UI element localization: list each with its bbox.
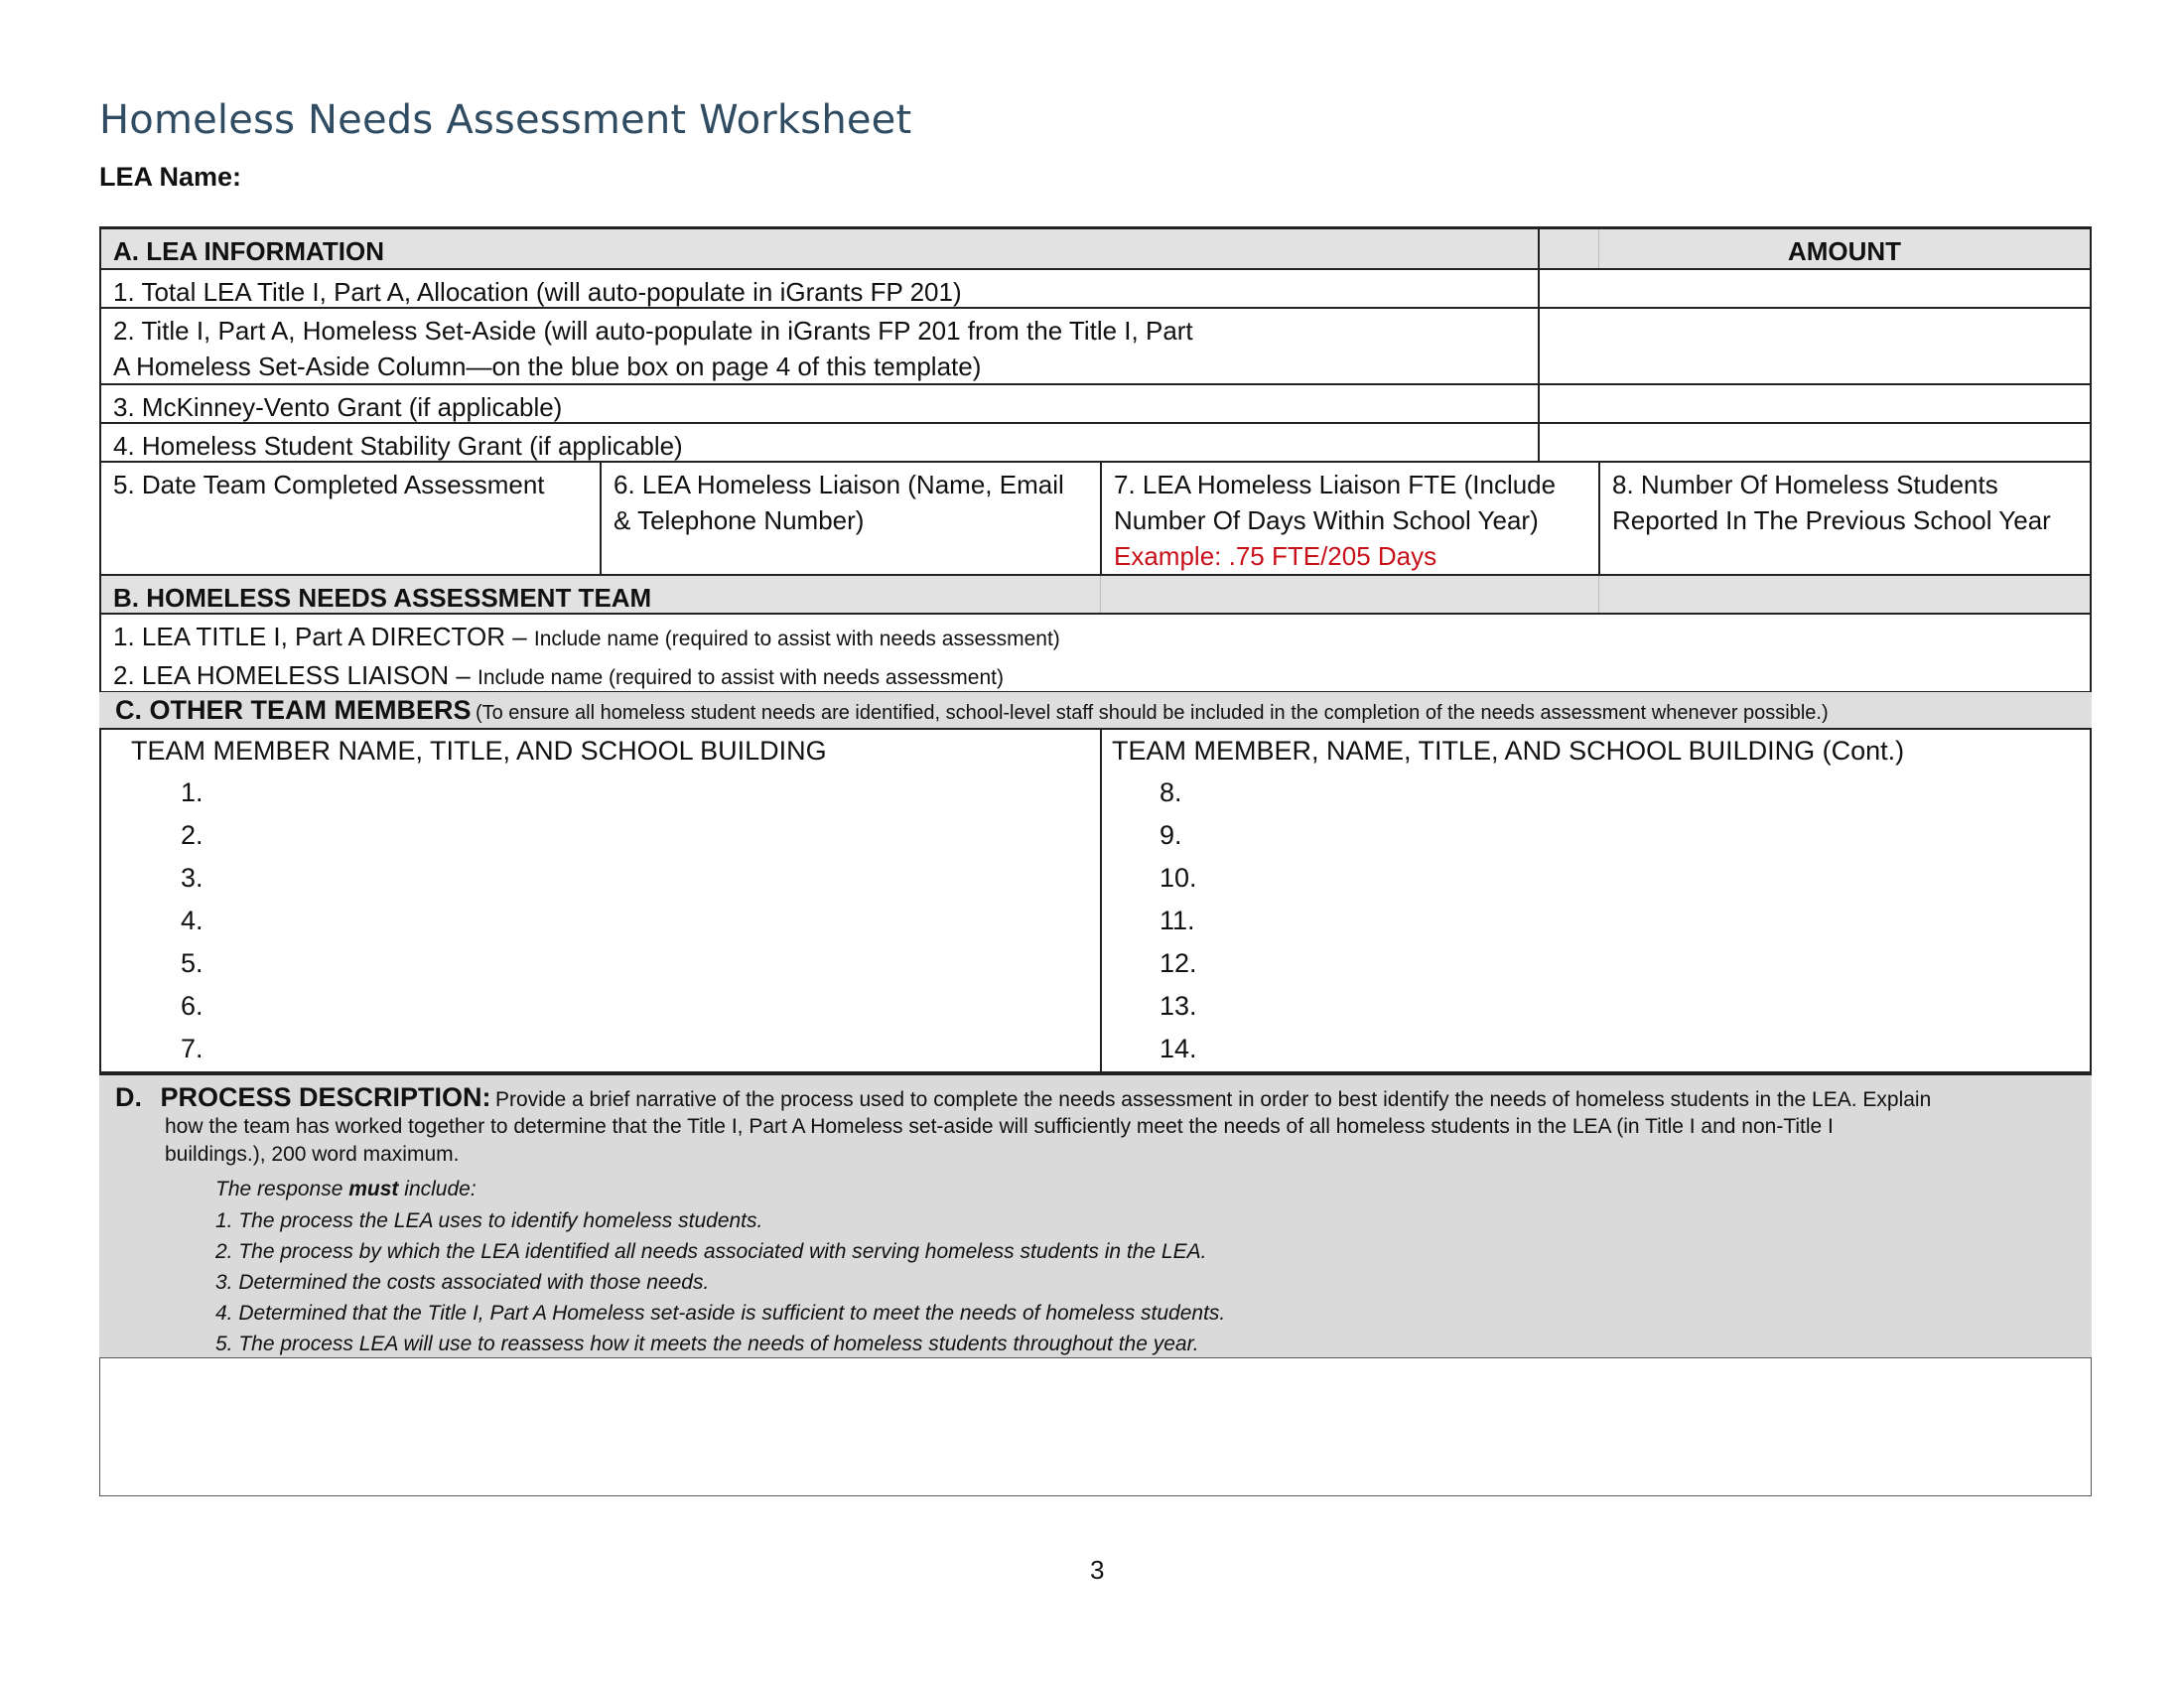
- list-item: 1. The process the LEA uses to identify homeless students.: [215, 1209, 763, 1232]
- team-left-header: TEAM MEMBER NAME, TITLE, AND SCHOOL BUILDING: [131, 736, 827, 766]
- homeless-set-aside-label: 2. Title I, Part A, Homeless Set-Aside (will auto-populate in iGrants FP 201 from the Title I, Part A Homeless Set-Aside Column—on the blue box on page 4 of this template): [113, 316, 1193, 381]
- team-member-12[interactable]: 12.: [1160, 948, 1197, 978]
- team-member-2[interactable]: 2.: [181, 820, 204, 850]
- list-item: 3. Determined the costs associated with those needs.: [215, 1271, 710, 1294]
- liaison-fte-cell[interactable]: [1102, 463, 1593, 574]
- mckinney-vento-amount[interactable]: [1540, 385, 2090, 422]
- team-member-13[interactable]: 13.: [1160, 991, 1197, 1021]
- page-title: Homeless Needs Assessment Worksheet: [99, 97, 912, 143]
- team-member-4[interactable]: 4.: [181, 906, 204, 935]
- section-d-intro-line1: Provide a brief narrative of the process used to complete the needs assessment in order to best identify the needs of homeless students in the LEA. Explain: [494, 1088, 1932, 1111]
- section-d-heading: PROCESS DESCRIPTION:: [160, 1082, 491, 1112]
- lea-name-label: LEA Name:: [99, 162, 242, 192]
- total-allocation-amount[interactable]: [1540, 270, 2090, 307]
- process-description-response[interactable]: [99, 1357, 2092, 1496]
- team-members-table: [99, 728, 2092, 1073]
- table-row: [101, 270, 2090, 309]
- section-b-header-row: [101, 576, 2090, 615]
- list-item: 4. Determined that the Title I, Part A Homeless set-aside is sufficient to meet the needs of homeless students.: [215, 1302, 1226, 1325]
- section-c-header: [99, 692, 2092, 728]
- stability-grant-amount[interactable]: [1540, 424, 2090, 461]
- team-member-7[interactable]: 7.: [181, 1034, 204, 1063]
- team-member-8[interactable]: 8.: [1160, 777, 1182, 807]
- team-member-3[interactable]: 3.: [181, 863, 204, 893]
- list-item: 5. The process LEA will use to reassess how it meets the needs of homeless students throughout the year.: [215, 1333, 1199, 1355]
- liaison-fte-label: 7. LEA Homeless Liaison FTE (Include Number Of Days Within School Year): [1114, 470, 1557, 535]
- section-d-letter: D.: [115, 1082, 142, 1112]
- liaison-note: Include name (required to assist with needs assessment): [478, 666, 1004, 689]
- must-include-line: [215, 1175, 477, 1204]
- must-suffix: include:: [398, 1178, 477, 1200]
- team-member-11[interactable]: 11.: [1160, 906, 1195, 935]
- section-a-heading: A. LEA INFORMATION: [113, 236, 384, 266]
- team-member-5[interactable]: 5.: [181, 948, 204, 978]
- must-word: must: [348, 1178, 399, 1200]
- table-row: [101, 309, 2090, 385]
- homeless-set-aside-amount[interactable]: [1540, 309, 2090, 383]
- stability-grant-label: 4. Homeless Student Stability Grant (if applicable): [113, 431, 683, 461]
- amount-heading: AMOUNT: [1787, 236, 1902, 266]
- section-c-note: (To ensure all homeless student needs are identified, school-level staff should be included in the completion of the needs assessment whenever possible.): [475, 702, 1829, 724]
- team-member-1[interactable]: 1.: [181, 777, 204, 807]
- team-right-header: TEAM MEMBER, NAME, TITLE, AND SCHOOL BUILDING (Cont.): [1112, 736, 1905, 766]
- mckinney-vento-label: 3. McKinney-Vento Grant (if applicable): [113, 392, 563, 422]
- team-member-9[interactable]: 9.: [1160, 820, 1182, 850]
- liaison-row[interactable]: [101, 653, 2090, 692]
- team-member-10[interactable]: 10.: [1160, 863, 1197, 893]
- table-row: [101, 424, 2090, 463]
- lea-information-table: [99, 226, 2092, 693]
- table-row: [101, 463, 2090, 576]
- total-allocation-label: 1. Total LEA Title I, Part A, Allocation (will auto-populate in iGrants FP 201): [113, 277, 962, 307]
- team-member-14[interactable]: 14.: [1160, 1034, 1197, 1063]
- page-number: 3: [1090, 1555, 1105, 1585]
- process-description-section: [99, 1073, 2092, 1357]
- director-row[interactable]: [101, 615, 2090, 653]
- table-row: [101, 385, 2090, 424]
- section-a-header-row: [101, 229, 2090, 270]
- homeless-count-cell[interactable]: 8. Number Of Homeless Students Reported In The Previous School Year: [1612, 470, 2051, 535]
- section-d-intro-line3: buildings.), 200 word maximum.: [165, 1143, 460, 1166]
- section-d-intro-line2: how the team has worked together to determine that the Title I, Part A Homeless set-aside will sufficiently meet the needs of all homeless students in the LEA (in Title I and non-Title I: [165, 1115, 1834, 1138]
- director-label: 1. LEA TITLE I, Part A DIRECTOR –: [113, 622, 534, 651]
- must-prefix: The response: [215, 1178, 349, 1200]
- requirements-list: [215, 1205, 1225, 1359]
- date-completed-cell[interactable]: 5. Date Team Completed Assessment: [113, 470, 545, 499]
- director-note: Include name (required to assist with needs assessment): [533, 628, 1060, 650]
- liaison-label: 2. LEA HOMELESS LIAISON –: [113, 660, 478, 690]
- list-item: 2. The process by which the LEA identified all needs associated with serving homeless students in the LEA.: [215, 1240, 1207, 1263]
- team-member-6[interactable]: 6.: [181, 991, 204, 1021]
- section-b-heading: B. HOMELESS NEEDS ASSESSMENT TEAM: [113, 583, 652, 613]
- section-c-heading: C. OTHER TEAM MEMBERS: [115, 695, 472, 725]
- liaison-contact-cell[interactable]: 6. LEA Homeless Liaison (Name, Email & Telephone Number): [614, 470, 1064, 535]
- liaison-fte-example: Example: .75 FTE/205 Days: [1114, 541, 1437, 571]
